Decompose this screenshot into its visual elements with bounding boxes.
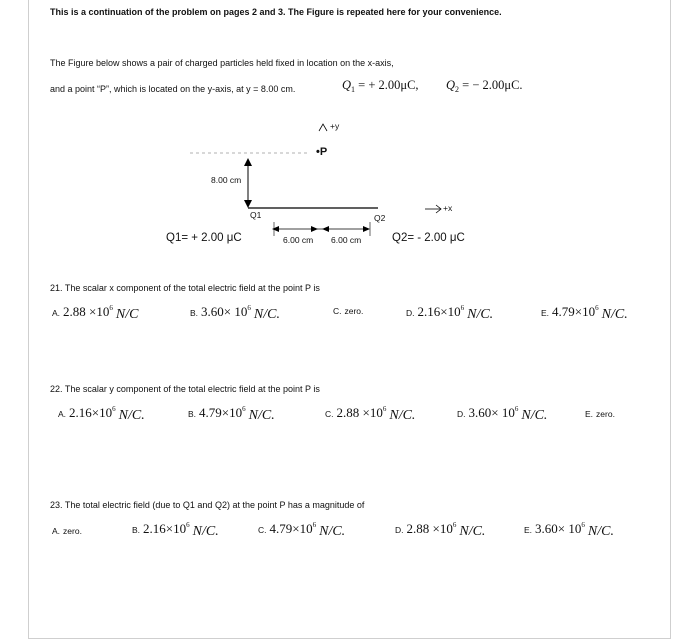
question-number: 23. — [50, 500, 63, 510]
arrowhead-right-2 — [363, 226, 370, 232]
y-axis-label: +y — [330, 121, 340, 131]
option-23-b[interactable]: B. $2.16\times 10^6$ N/C. — [132, 521, 219, 539]
question-21 — [50, 283, 320, 293]
question-23 — [50, 500, 364, 510]
q2-figure-label: Q2 — [374, 213, 386, 223]
unit-fraction: N/C. — [253, 307, 280, 322]
unit-fraction: N/C. — [467, 307, 494, 322]
q1-charge-label: Q1= + 2.00 μC — [166, 232, 242, 244]
unit-fraction: N/C. — [118, 408, 145, 423]
unit-fraction: N/C. — [587, 524, 614, 539]
option-21-d[interactable]: D. $2.16\times 10^6$ N/C. — [406, 304, 494, 322]
q1-subscript: 1 — [351, 85, 356, 94]
option-22-a[interactable]: A. $2.16\times 10^6$ N/C. — [58, 405, 145, 423]
question-text: The scalar x component of the total electric field at the point P is — [64, 283, 320, 293]
left-distance-label: 6.00 cm — [283, 235, 314, 245]
right-distance-label: 6.00 cm — [331, 235, 362, 245]
q2-subscript: 2 — [455, 85, 460, 94]
option-23-e[interactable]: E. $3.60\times 10^6$ N/C. — [524, 521, 614, 539]
unit-fraction: N/C. — [389, 408, 416, 423]
point-p-label: •P — [316, 146, 328, 158]
option-21-a[interactable]: A. $2.88 \times 10^6$ N/C — [52, 304, 139, 322]
arrowhead-right-1 — [311, 226, 318, 232]
unit-fraction: N/C. — [601, 307, 628, 322]
arrowhead-up — [244, 158, 252, 166]
option-22-d[interactable]: D. $3.60\times 10^6$ N/C. — [457, 405, 548, 423]
q1-figure-label: Q1 — [250, 210, 262, 220]
unit-fraction: N/C — [115, 307, 139, 322]
option-21-b[interactable]: B. $3.60\times 10^6$ N/C. — [190, 304, 280, 322]
option-23-a[interactable]: A. zero. — [52, 526, 82, 536]
option-21-e[interactable]: E. $4.79\times 10^6$ N/C. — [541, 304, 628, 322]
option-21-c[interactable]: C. zero. — [333, 306, 364, 316]
option-23-d[interactable]: D. $2.88 \times 10^6$ N/C. — [395, 521, 486, 539]
question-text: The scalar y component of the total electric field at the point P is — [64, 384, 320, 394]
unit-fraction: N/C. — [459, 524, 486, 539]
arrowhead-down — [244, 200, 252, 208]
question-text: The total electric field (due to Q1 and Q2) at the point P has a magnitude of — [64, 500, 365, 510]
vertical-distance-label: 8.00 cm — [211, 175, 242, 185]
q2-charge-label: Q2= - 2.00 μC — [392, 232, 465, 244]
question-number: 22. — [50, 384, 63, 394]
option-22-c[interactable]: C. $2.88 \times 10^6$ N/C. — [325, 405, 416, 423]
intro-line-2: and a point “P”, which is located on the y-axis, at y = 8.00 cm. — [50, 84, 296, 94]
option-22-e[interactable]: E. zero. — [585, 409, 615, 419]
unit-fraction: N/C. — [192, 524, 219, 539]
unit-fraction: N/C. — [248, 408, 275, 423]
q1-value: = + 2.00μC, — [358, 78, 419, 92]
arrowhead-left-1 — [272, 226, 279, 232]
arrowhead-left-2 — [322, 226, 329, 232]
y-axis-arrowhead — [319, 124, 327, 131]
question-number: 21. — [50, 283, 63, 293]
unit-fraction: N/C. — [319, 524, 346, 539]
x-axis-label: +x — [443, 203, 453, 213]
option-23-c[interactable]: C. $4.79\times 10^6$ N/C. — [258, 521, 346, 539]
q2-symbol: Q — [446, 78, 456, 92]
q1-symbol: Q — [342, 78, 352, 92]
unit-fraction: N/C. — [521, 408, 548, 423]
option-22-b[interactable]: B. $4.79\times 10^6$ N/C. — [188, 405, 275, 423]
intro-line-1: The Figure below shows a pair of charged particles held fixed in location on the x-axis, — [50, 58, 394, 68]
question-22 — [50, 384, 320, 394]
q2-value: = − 2.00μC. — [462, 78, 523, 92]
header-note: This is a continuation of the problem on pages 2 and 3. The Figure is repeated here for your convenience. — [50, 7, 502, 17]
